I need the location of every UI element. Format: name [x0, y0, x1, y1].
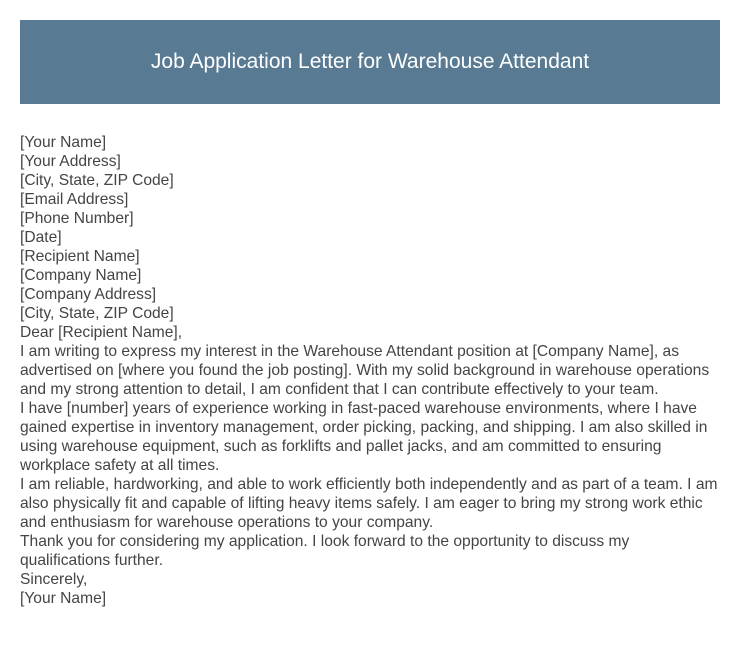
salutation: Dear [Recipient Name], [20, 324, 183, 341]
page-title: Job Application Letter for Warehouse Attendant [150, 50, 590, 73]
sender-phone: [Phone Number] [20, 210, 134, 227]
letter-body [20, 133, 720, 608]
sender-name: [Your Name] [20, 134, 107, 151]
title-banner [20, 20, 720, 104]
paragraph-qualities: I am reliable, hardworking, and able to work efficiently both independently and as part of a team. I am also physically fit and capable of lifting heavy items safely. I am eager to bring my strong work ethic and enthusiasm for warehouse operations to your company. [20, 476, 718, 531]
signature: [Your Name] [20, 590, 107, 607]
letter-date: [Date] [20, 229, 62, 246]
recipient-city-state-zip: [City, State, ZIP Code] [20, 305, 174, 322]
recipient-company-address: [Company Address] [20, 286, 157, 303]
recipient-company: [Company Name] [20, 267, 142, 284]
closing: Sincerely, [20, 571, 88, 588]
sender-email: [Email Address] [20, 191, 129, 208]
paragraph-experience: I have [number] years of experience working in fast-paced warehouse environments, where I have gained expertise in inventory management, order picking, packing, and shipping. I am also skilled in using warehouse equipment, such as forklifts and pallet jacks, and am committed to ensuring workplace safety at all times. [20, 400, 708, 474]
paragraph-intro: I am writing to express my interest in the Warehouse Attendant position at [Company Name], as advertised on [where you found the job posting]. With my solid background in warehouse operations and my strong attention to detail, I am confident that I can contribute effectively to your team. [20, 343, 710, 398]
sender-address: [Your Address] [20, 153, 121, 170]
recipient-name: [Recipient Name] [20, 248, 140, 265]
sender-city-state-zip: [City, State, ZIP Code] [20, 172, 174, 189]
paragraph-thanks: Thank you for considering my application. I look forward to the opportunity to discuss my qualifications further. [20, 533, 630, 569]
